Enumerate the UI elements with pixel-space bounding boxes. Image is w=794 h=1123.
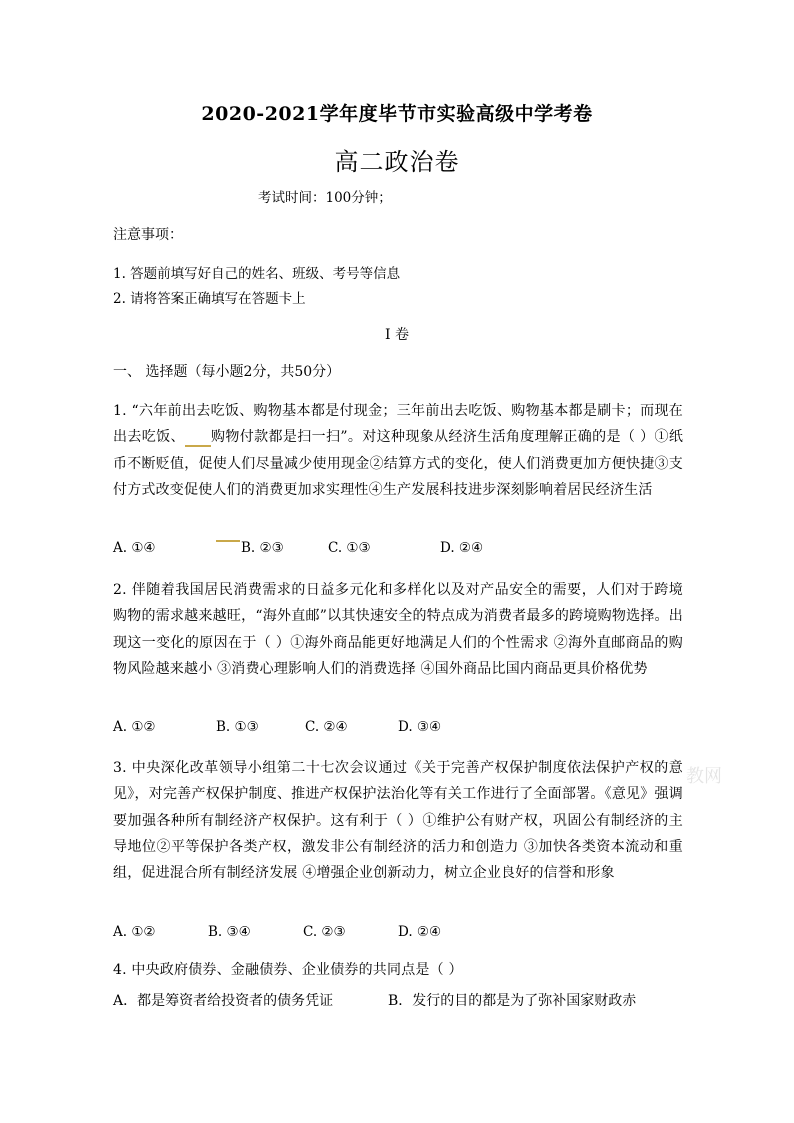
- question-3: 3. 中央深化改革领导小组第二十七次会议通过《关于完善产权保护制度依法保护产权的意见》，对完善产权保护制度、推进产权保护法治化等有关工作进行了全面部署。《意见》强调要加强各种所有制经济产权保护。这有利于（ ）①维护公有财产权，巩固公有制经济的主导地位②平等保护各类产权，激发非公有制经济的活力和创造力 ③加快各类资本流动和重组，促进混合所有制经济发展 ④增强企业创新动力，树立企业良好的信誉和形象: [113, 760, 683, 882]
- watermark: 教网: [686, 766, 722, 787]
- option-b: B. ③④: [208, 924, 251, 940]
- option-c: C. ①③: [328, 540, 371, 556]
- notice-title: 注意事项：: [113, 227, 183, 243]
- notice-item: 2. 请将答案正确填写在答题卡上: [113, 291, 306, 307]
- question-2: 2. 伴随着我国居民消费需求的日益多元化和多样化以及对产品安全的需要，人们对于跨境购物的需求越来越旺，“海外直邮”以其快速安全的特点成为消费者最多的跨境购物选择。出现这一变化的原因在于（ ）①海外商品能更好地满足人们的个性需求 ②海外直邮商品的购物风险越来越小 ③消费心理影响人们的消费选择 ④国外商品比国内商品更具价格优势: [113, 582, 683, 677]
- question-1-text-b: 购物付款都是扫一扫”。对这种现象从经济生活角度理解正确的是（ ）①纸币不断贬值，促使人们尽量减少使用现金②结算方式的变化，使人们消费更加方便快捷③支付方式改变促使人们的消费更加求实理性④生产发展科技进步深刻影响着居民经济生活: [113, 429, 684, 498]
- option-a: A. ①②: [113, 924, 156, 940]
- option-c: C. ②③: [303, 924, 346, 940]
- highlight-underline: [185, 445, 211, 447]
- question-1-text-a: 1. “六年前出去吃饭、购物基本都是付现金；三年前出去吃饭、购物基本都是刷卡；而现在出去吃饭、: [113, 403, 683, 446]
- exam-subtitle: 高二政治卷: [334, 148, 460, 176]
- question-1: [113, 398, 683, 503]
- option-d: D. ③④: [398, 719, 442, 735]
- exam-time: 考试时间：100分钟；: [258, 190, 392, 206]
- option-b: B．发行的目的都是为了弥补国家财政赤: [388, 993, 637, 1009]
- option-d: D. ②④: [398, 924, 442, 940]
- option-a: A. ①②: [113, 719, 156, 735]
- option-a: A．都是筹资者给投资者的债务凭证: [113, 993, 334, 1009]
- question-4: 4. 中央政府债券、金融债券、企业债券的共同点是（ ）: [113, 962, 463, 978]
- notice-item: 1. 答题前填写好自己的姓名、班级、考号等信息: [113, 266, 401, 282]
- option-b: B. ①③: [216, 719, 259, 735]
- option-d: D. ②④: [440, 540, 484, 556]
- option-a: A. ①④: [113, 540, 156, 556]
- section-heading: 一、 选择题（每小题2分，共50分）: [113, 364, 341, 380]
- exam-title: 2020-2021学年度毕节市实验高级中学考卷: [201, 103, 593, 125]
- highlight-underline: [216, 540, 240, 542]
- option-b: B. ②③: [241, 540, 284, 556]
- volume-heading: I 卷: [385, 327, 409, 343]
- option-c: C. ②④: [305, 719, 348, 735]
